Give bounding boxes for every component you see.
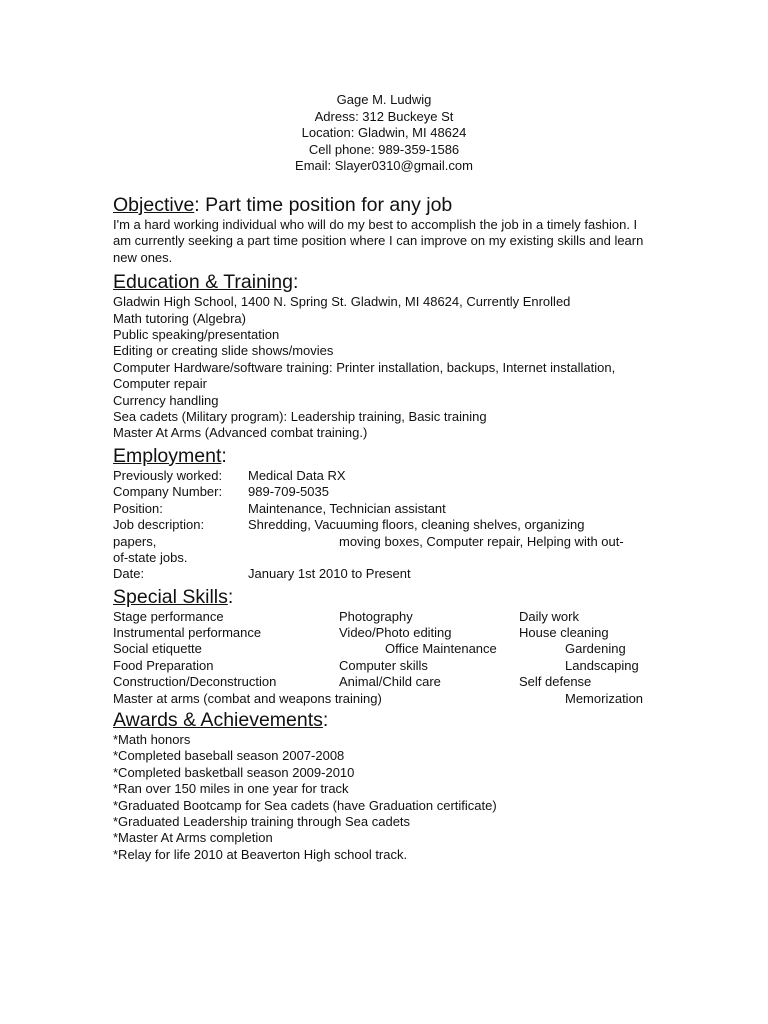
award-item: *Relay for life 2010 at Beaverton High school track. [113, 846, 408, 862]
award-item: *Master At Arms completion [113, 830, 273, 846]
skill-item: Gardening [565, 641, 626, 657]
employment-value: Maintenance, Technician assistant [248, 500, 446, 516]
resume-body [113, 193, 673, 863]
objective-heading-label: Objective [113, 194, 195, 216]
education-heading-rest: : [292, 271, 299, 294]
employment-row [113, 468, 673, 484]
employment-heading [113, 444, 673, 468]
education-item: Computer Hardware/software training: Printer installation, backups, Internet installation, [113, 359, 616, 375]
award-item: *Graduated Leadership training through Sea cadets [113, 814, 411, 830]
employment-details [113, 468, 673, 583]
employment-row [113, 566, 673, 582]
skill-item: Stage performance [113, 608, 224, 624]
applicant-name: Gage M. Ludwig [336, 92, 432, 107]
location-line: Location: Gladwin, MI 48624 [301, 125, 467, 140]
contact-header [0, 92, 768, 175]
award-item: *Math honors [113, 732, 191, 748]
skill-item: House cleaning [519, 625, 609, 641]
education-item: Math tutoring (Algebra) [113, 310, 246, 326]
award-item: *Graduated Bootcamp for Sea cadets (have Graduation certificate) [113, 797, 497, 813]
job-description-end: of-state jobs. [113, 549, 188, 565]
skill-item: Photography [339, 608, 413, 624]
job-description-part: moving boxes, Computer repair, Helping with out- [339, 533, 624, 549]
award-item: *Completed basketball season 2009-2010 [113, 764, 355, 780]
email-line: Email: Slayer0310@gmail.com [295, 158, 473, 173]
skill-item: Video/Photo editing [339, 625, 452, 641]
skill-item: Animal/Child care [339, 674, 441, 690]
education-list [113, 294, 673, 442]
award-item: *Ran over 150 miles in one year for track [113, 781, 349, 797]
objective-text: I'm a hard working individual who will do my best to accomplish the job in a timely fashion. I am currently seeking a part time position where I can improve on my existing skills and learn new ones. [113, 217, 644, 265]
awards-heading-rest: : [322, 709, 329, 732]
education-heading [113, 270, 673, 294]
employment-label: Company Number: [113, 484, 223, 500]
cell-phone-line: Cell phone: 989-359-1586 [308, 141, 460, 157]
education-item: Editing or creating slide shows/movies [113, 343, 334, 359]
awards-list [113, 732, 673, 863]
skill-item: Self defense [519, 674, 592, 690]
skills-heading-rest: : [227, 585, 234, 608]
education-item: Public speaking/presentation [113, 327, 280, 343]
skill-item: Memorization [565, 690, 644, 706]
employment-label: Position: [113, 500, 163, 516]
skills-heading-label: Special Skills [113, 585, 228, 608]
skills-row [113, 691, 673, 707]
employment-row [113, 484, 673, 500]
employment-heading-rest: : [221, 444, 227, 467]
date-value: January 1st 2010 to Present [248, 566, 411, 582]
education-item: Master At Arms (Advanced combat training.) [113, 425, 368, 441]
skill-item: Landscaping [565, 657, 639, 673]
skill-item: Social etiquette [113, 641, 202, 657]
skill-item: Master at arms (combat and weapons training) [113, 690, 382, 706]
skills-row [113, 658, 673, 674]
job-description-part: papers, [113, 533, 157, 549]
skills-heading [113, 585, 673, 609]
skills-grid [113, 609, 673, 707]
skill-item: Instrumental performance [113, 625, 262, 641]
employment-value: 989-709-5035 [248, 484, 329, 500]
award-item: *Completed baseball season 2007-2008 [113, 748, 345, 764]
employment-row [113, 517, 673, 533]
skills-row [113, 609, 673, 625]
education-heading-label: Education & Training [113, 271, 293, 294]
employment-label: Job description: [113, 517, 205, 533]
skills-row [113, 674, 673, 690]
job-description-continued [113, 534, 673, 550]
employment-row [113, 501, 673, 517]
skill-item: Daily work [519, 608, 579, 624]
skills-row [113, 625, 673, 641]
employment-value: Medical Data RX [248, 467, 346, 483]
employment-heading-label: Employment [113, 444, 222, 467]
address-line: Adress: 312 Buckeye St [314, 108, 454, 124]
date-label: Date: [113, 566, 145, 582]
skill-item: Construction/Deconstruction [113, 674, 277, 690]
skills-row [113, 641, 673, 657]
awards-heading [113, 708, 673, 732]
education-item: Gladwin High School, 1400 N. Spring St. Gladwin, MI 48624, Currently Enrolled [113, 294, 571, 310]
education-item: Currency handling [113, 392, 219, 408]
employment-label: Previously worked: [113, 467, 223, 483]
skill-item: Computer skills [339, 657, 428, 673]
objective-heading-rest: : Part time position for any job [194, 194, 453, 216]
objective-heading [113, 193, 673, 217]
skill-item: Food Preparation [113, 657, 214, 673]
education-item: Computer repair [113, 376, 207, 392]
education-item: Sea cadets (Military program): Leadership training, Basic training [113, 409, 487, 425]
employment-value: Shredding, Vacuuming floors, cleaning shelves, organizing [248, 517, 585, 533]
skill-item: Office Maintenance [385, 641, 497, 657]
awards-heading-label: Awards & Achievements [113, 709, 323, 732]
